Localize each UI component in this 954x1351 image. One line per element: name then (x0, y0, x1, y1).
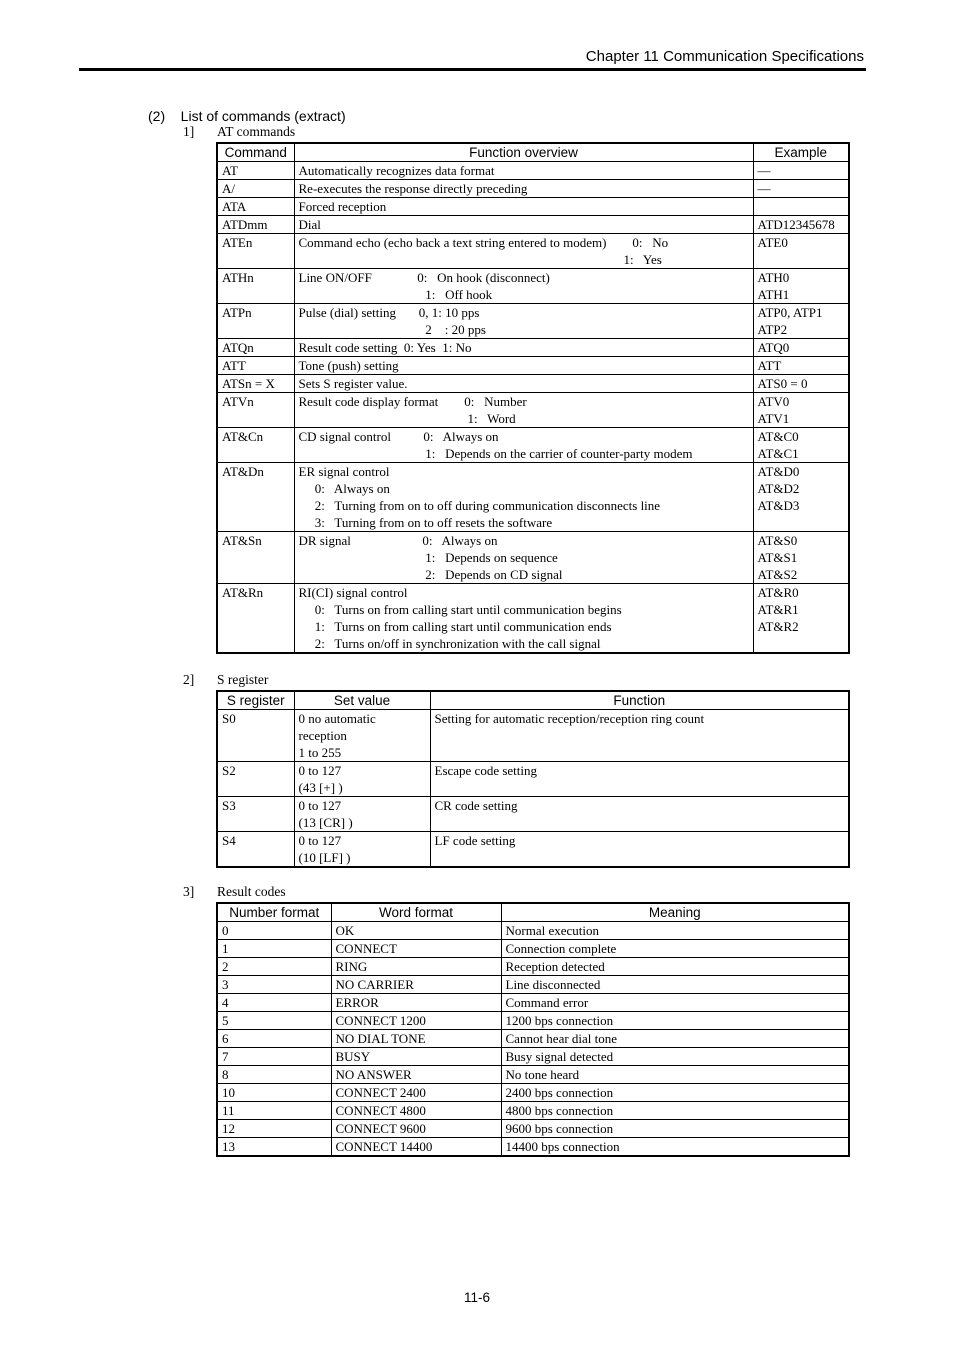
set-value-cell (294, 832, 430, 868)
table-row (217, 1138, 849, 1157)
table-row (217, 1102, 849, 1120)
table-row (217, 1066, 849, 1084)
example-cell (753, 198, 849, 216)
example-line: AT&S1 (757, 550, 798, 565)
example-line: ATS0 = 0 (757, 376, 808, 391)
table-row (217, 463, 849, 532)
number-format-cell: 2 (217, 958, 331, 976)
example-cell (753, 180, 849, 198)
example-cell (753, 234, 849, 269)
example-cell (753, 463, 849, 532)
result-codes-table (216, 902, 850, 1157)
command-cell: A/ (217, 180, 294, 198)
example-line: ATV0 (757, 394, 790, 409)
command-cell: AT&Dn (217, 463, 294, 532)
number-format-cell: 3 (217, 976, 331, 994)
word-format-cell: BUSY (331, 1048, 501, 1066)
word-format-cell: NO DIAL TONE (331, 1030, 501, 1048)
function-cell: Escape code setting (430, 762, 849, 797)
table-row (217, 584, 849, 654)
table-row (217, 940, 849, 958)
example-cell (753, 428, 849, 463)
s-register-cell: S0 (217, 710, 294, 762)
number-format-cell: 12 (217, 1120, 331, 1138)
function-line: 1: Depends on sequence (298, 550, 558, 565)
table-header-row (217, 691, 849, 710)
set-value-cell (294, 710, 430, 762)
table-row (217, 162, 849, 180)
example-line: ATH1 (757, 287, 790, 302)
command-cell: ATT (217, 357, 294, 375)
table-row (217, 357, 849, 375)
table-row (217, 710, 849, 762)
table-row (217, 180, 849, 198)
page-header-title: Chapter 11 Communication Specifications (585, 48, 864, 65)
table-row (217, 797, 849, 832)
meaning-cell: Reception detected (501, 958, 849, 976)
table-row (217, 339, 849, 357)
command-cell: ATEn (217, 234, 294, 269)
table-row (217, 428, 849, 463)
function-cell (294, 375, 753, 393)
example-line: AT&R0 (757, 585, 799, 600)
meaning-cell: 4800 bps connection (501, 1102, 849, 1120)
function-cell (294, 584, 753, 654)
example-line: ATH0 (757, 270, 790, 285)
column-header: Example (753, 143, 849, 162)
example-cell (753, 532, 849, 584)
example-line: ATE0 (757, 235, 788, 250)
function-line: RI(CI) signal control (298, 585, 408, 600)
s-register-table (216, 690, 850, 868)
example-line: AT&C1 (757, 446, 799, 461)
set-value-cell (294, 762, 430, 797)
table-row (217, 234, 849, 269)
table-row (217, 304, 849, 339)
function-line: Command echo (echo back a text string entered to modem) 0: No (298, 235, 669, 250)
example-line (758, 198, 845, 215)
function-line: Result code setting 0: Yes 1: No (298, 340, 472, 355)
example-cell (753, 339, 849, 357)
function-line: Automatically recognizes data format (298, 163, 495, 178)
example-line: AT&R2 (757, 619, 799, 634)
function-cell (294, 532, 753, 584)
table-row (217, 994, 849, 1012)
number-format-cell: 0 (217, 922, 331, 940)
set-value-line: (43 [+] ) (298, 780, 343, 795)
example-line: — (757, 181, 771, 196)
example-line: AT&S0 (757, 533, 798, 548)
function-line: 2: Turning from on to off during communication disconnects line (298, 498, 661, 513)
function-cell (294, 339, 753, 357)
meaning-cell: Busy signal detected (501, 1048, 849, 1066)
number-format-cell: 10 (217, 1084, 331, 1102)
table-row (217, 532, 849, 584)
example-line: ATP0, ATP1 (757, 305, 823, 320)
function-line: Pulse (dial) setting 0, 1: 10 pps (298, 305, 480, 320)
column-header: Command (217, 143, 294, 162)
at-commands-title: AT commands (217, 124, 296, 139)
number-format-cell: 4 (217, 994, 331, 1012)
function-line: Line ON/OFF 0: On hook (disconnect) (298, 270, 550, 285)
column-header: Meaning (501, 903, 849, 922)
table-row (217, 393, 849, 428)
s-register-cell: S3 (217, 797, 294, 832)
set-value-line: (13 [CR] ) (298, 815, 353, 830)
word-format-cell: ERROR (331, 994, 501, 1012)
function-cell (294, 162, 753, 180)
table-row (217, 1012, 849, 1030)
set-value-line: 0 no automatic (298, 711, 376, 726)
word-format-cell: CONNECT 1200 (331, 1012, 501, 1030)
function-cell: LF code setting (430, 832, 849, 868)
set-value-line: 1 to 255 (298, 745, 342, 760)
table-row (217, 832, 849, 868)
example-line: — (757, 163, 771, 178)
example-line: ATQ0 (757, 340, 790, 355)
section-heading: (2) List of commands (extract) (148, 108, 346, 124)
function-cell (294, 216, 753, 234)
function-line: 1: Turns on from calling start until communication ends (298, 619, 612, 634)
word-format-cell: NO ANSWER (331, 1066, 501, 1084)
function-line: ER signal control (298, 464, 390, 479)
example-line: AT&D3 (757, 498, 800, 513)
example-line: ATP2 (757, 322, 788, 337)
table-row (217, 269, 849, 304)
function-line: CD signal control 0: Always on (298, 429, 499, 444)
table-row (217, 1030, 849, 1048)
word-format-cell: NO CARRIER (331, 976, 501, 994)
word-format-cell: OK (331, 922, 501, 940)
function-line: 1: Off hook (298, 287, 493, 302)
table-header-row (217, 903, 849, 922)
example-cell (753, 216, 849, 234)
function-line: Forced reception (298, 199, 387, 214)
s-register-cell: S2 (217, 762, 294, 797)
result-codes-heading (183, 884, 286, 900)
word-format-cell: CONNECT (331, 940, 501, 958)
column-header: Number format (217, 903, 331, 922)
command-cell: ATSn = X (217, 375, 294, 393)
table-header-row (217, 143, 849, 162)
example-line: AT&R1 (757, 602, 799, 617)
command-cell: ATDmm (217, 216, 294, 234)
example-line: AT&S2 (757, 567, 798, 582)
command-cell: ATA (217, 198, 294, 216)
function-line: 2 : 20 pps (298, 322, 486, 337)
function-cell (294, 428, 753, 463)
set-value-line: 0 to 127 (298, 798, 342, 813)
example-line: AT&D2 (757, 481, 800, 496)
function-cell (294, 357, 753, 375)
column-header: Word format (331, 903, 501, 922)
meaning-cell: Command error (501, 994, 849, 1012)
meaning-cell: No tone heard (501, 1066, 849, 1084)
function-cell (294, 180, 753, 198)
meaning-cell: 14400 bps connection (501, 1138, 849, 1157)
function-line: 1: Yes (298, 252, 662, 267)
example-line: AT&D0 (757, 464, 800, 479)
s-register-heading (183, 672, 268, 688)
example-cell (753, 269, 849, 304)
meaning-cell: Line disconnected (501, 976, 849, 994)
function-line: Sets S register value. (298, 376, 408, 391)
number-format-cell: 1 (217, 940, 331, 958)
table-row (217, 958, 849, 976)
function-line: DR signal 0: Always on (298, 533, 498, 548)
function-line: Dial (298, 217, 321, 232)
function-cell: Setting for automatic reception/reception ring count (430, 710, 849, 762)
function-cell: CR code setting (430, 797, 849, 832)
word-format-cell: CONNECT 4800 (331, 1102, 501, 1120)
command-cell: ATPn (217, 304, 294, 339)
function-line: Re-executes the response directly preceding (298, 181, 528, 196)
example-cell (753, 393, 849, 428)
example-cell (753, 375, 849, 393)
function-cell (294, 463, 753, 532)
table-row (217, 1120, 849, 1138)
table-row (217, 1084, 849, 1102)
page-number: 11-6 (463, 1290, 491, 1305)
meaning-cell: 1200 bps connection (501, 1012, 849, 1030)
example-cell (753, 304, 849, 339)
table-row (217, 1048, 849, 1066)
word-format-cell: CONNECT 14400 (331, 1138, 501, 1157)
example-line: ATT (757, 358, 782, 373)
command-cell: ATVn (217, 393, 294, 428)
result-codes-number: 3] (183, 884, 195, 899)
meaning-cell: 9600 bps connection (501, 1120, 849, 1138)
number-format-cell: 11 (217, 1102, 331, 1120)
function-cell (294, 234, 753, 269)
column-header: Function overview (294, 143, 753, 162)
command-cell: AT (217, 162, 294, 180)
meaning-cell: Normal execution (501, 922, 849, 940)
command-cell: AT&Rn (217, 584, 294, 654)
column-header: Function (430, 691, 849, 710)
function-line: 0: Always on (298, 481, 390, 496)
set-value-cell (294, 797, 430, 832)
function-line: 2: Turns on/off in synchronization with the call signal (298, 636, 601, 651)
header-rule (79, 68, 866, 71)
result-codes-title: Result codes (217, 884, 286, 899)
meaning-cell: Cannot hear dial tone (501, 1030, 849, 1048)
word-format-cell: CONNECT 9600 (331, 1120, 501, 1138)
command-cell: ATHn (217, 269, 294, 304)
word-format-cell: RING (331, 958, 501, 976)
set-value-line: 0 to 127 (298, 763, 342, 778)
command-cell: AT&Cn (217, 428, 294, 463)
example-line: ATD12345678 (757, 217, 835, 232)
number-format-cell: 13 (217, 1138, 331, 1157)
example-cell (753, 357, 849, 375)
s-register-title: S register (217, 672, 269, 687)
function-line: 3: Turning from on to off resets the software (298, 515, 553, 530)
example-line: ATV1 (757, 411, 790, 426)
table-row (217, 198, 849, 216)
table-row (217, 922, 849, 940)
table-row (217, 762, 849, 797)
at-commands-heading (183, 124, 295, 140)
set-value-line: reception (298, 728, 347, 743)
function-cell (294, 269, 753, 304)
function-line: 0: Turns on from calling start until communication begins (298, 602, 622, 617)
set-value-line: (10 [LF] ) (298, 850, 351, 865)
meaning-cell: 2400 bps connection (501, 1084, 849, 1102)
number-format-cell: 6 (217, 1030, 331, 1048)
table-row (217, 216, 849, 234)
function-line: 1: Depends on the carrier of counter-party modem (298, 446, 693, 461)
example-cell (753, 162, 849, 180)
function-line: 1: Word (298, 411, 516, 426)
command-cell: AT&Sn (217, 532, 294, 584)
at-commands-table (216, 142, 850, 654)
s-register-number: 2] (183, 672, 195, 687)
table-row (217, 976, 849, 994)
column-header: S register (217, 691, 294, 710)
at-commands-number: 1] (183, 124, 195, 139)
s-register-cell: S4 (217, 832, 294, 868)
table-row (217, 375, 849, 393)
example-cell (753, 584, 849, 654)
column-header: Set value (294, 691, 430, 710)
meaning-cell: Connection complete (501, 940, 849, 958)
function-cell (294, 304, 753, 339)
function-line: 2: Depends on CD signal (298, 567, 563, 582)
function-line: Tone (push) setting (298, 358, 399, 373)
set-value-line: 0 to 127 (298, 833, 342, 848)
word-format-cell: CONNECT 2400 (331, 1084, 501, 1102)
function-cell (294, 198, 753, 216)
number-format-cell: 8 (217, 1066, 331, 1084)
function-cell (294, 393, 753, 428)
number-format-cell: 7 (217, 1048, 331, 1066)
command-cell: ATQn (217, 339, 294, 357)
function-line: Result code display format 0: Number (298, 394, 527, 409)
number-format-cell: 5 (217, 1012, 331, 1030)
example-line: AT&C0 (757, 429, 799, 444)
